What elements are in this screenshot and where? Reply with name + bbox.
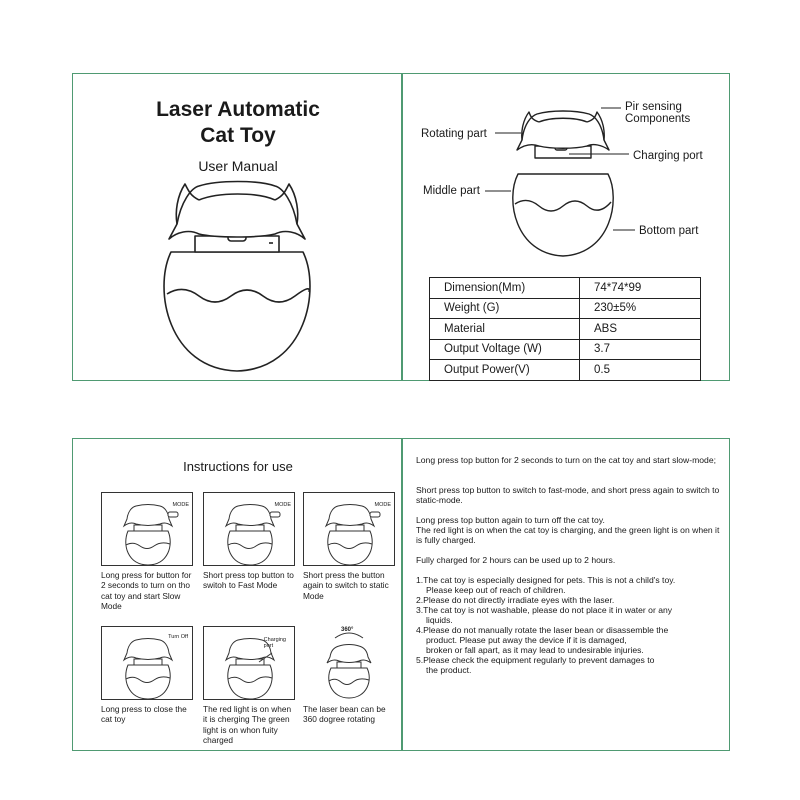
note-item: 1.The cat toy is especially designed for pets. This is not a child's toy. — [416, 575, 676, 585]
label-middle-part: Middle part — [423, 185, 480, 197]
step-2-caption: Short press top button to switoh to Fast Mode — [203, 570, 294, 591]
step-5 — [203, 626, 295, 745]
note-item: 3.The cat toy is not washable, please do not place it in water or any — [416, 605, 673, 615]
detail-para-3 — [416, 515, 726, 545]
spec-value: 74*74*99 — [580, 278, 701, 299]
spec-label: Output Power(V) — [430, 360, 580, 381]
cover-title-line2: Cat Toy — [200, 124, 276, 147]
note-item: the product. — [426, 665, 472, 675]
charging-tag — [264, 637, 286, 649]
step-5-caption: The red light is on when it is cherging The green light is on whon fuity charged — [203, 704, 292, 745]
cover-subtitle: User Manual — [198, 158, 278, 174]
label-charging-port: Charging port — [633, 150, 703, 162]
mode-tag: MODE — [274, 502, 291, 508]
instructions-title: Instructions for use — [183, 459, 293, 474]
charging-tag-line2: port — [263, 643, 274, 649]
spec-label: Weight (G) — [430, 298, 580, 319]
spec-label: Output Voltage (W) — [430, 339, 580, 360]
spec-table — [429, 277, 701, 381]
spec-row — [430, 298, 701, 319]
step-2-illustration — [203, 492, 295, 566]
spec-value: 3.7 — [580, 339, 701, 360]
spec-row — [430, 339, 701, 360]
label-pir: Pir sensing — [625, 101, 682, 113]
charging-tag-line1: Charging — [263, 637, 286, 643]
note-item: 2.Please do not directly irradiate eyes with the laser. — [416, 595, 615, 605]
cat-toy-illustration — [73, 74, 403, 382]
step-3-illustration — [303, 492, 395, 566]
step-1 — [101, 492, 193, 611]
parts-panel — [402, 73, 730, 381]
detail-text: Long press top button for 2 seconds to turn on the cat toy and start slow-mode; — [416, 455, 717, 465]
note-item: liquids. — [426, 615, 453, 625]
label-rotating-part: Rotating part — [421, 128, 487, 140]
step-6-caption: The laser bean can be 360 dogree rotating — [303, 704, 386, 725]
label-pir-components: Components — [625, 113, 691, 125]
note-item: 5.Please check the equipment regularly to prevent damages to — [416, 655, 655, 665]
step-4 — [101, 626, 193, 725]
step-3 — [303, 492, 395, 601]
detail-para-1 — [416, 455, 726, 465]
step-1-caption: Long press for button for 2 seconds to turn on tho cat toy and start Slow Mode — [101, 570, 192, 611]
step-6-illustration — [303, 626, 395, 700]
spec-row — [430, 360, 701, 381]
note-item: 4.Please do not manually rotate the laser bean or disassemble the — [416, 625, 669, 635]
instructions-panel — [72, 438, 402, 751]
spec-label: Dimension(Mm) — [430, 278, 580, 299]
cover-title-line1: Laser Automatic — [156, 98, 320, 121]
cover-panel — [72, 73, 402, 381]
detail-text: The red light is on when the cat toy is charging, and the green light is on when it is fully charged. — [416, 525, 720, 545]
mode-tag: MODE — [374, 502, 391, 508]
step-6 — [303, 626, 395, 725]
spec-value: 230±5% — [580, 298, 701, 319]
step-4-caption: Long press to close the cat toy — [101, 704, 187, 725]
details-panel — [402, 438, 730, 751]
detail-para-2 — [416, 485, 726, 505]
notes-list — [416, 575, 726, 675]
detail-text: Fully charged for 2 hours can be used up to 2 hours. — [416, 555, 616, 565]
step-3-caption: Short press the button again to switch to static Mode — [303, 570, 389, 601]
detail-text: Long press top button again to turn off the cat toy. — [416, 515, 605, 525]
rotate-tag: 360° — [341, 627, 354, 633]
label-bottom-part: Bottom part — [639, 225, 699, 237]
spec-row — [430, 278, 701, 299]
note-item: Please keep out of reach of children. — [426, 585, 566, 595]
mode-tag: MODE — [172, 502, 189, 508]
detail-text: Short press top button to switch to fast-mode, and short press again to switch to static-mode. — [416, 485, 720, 505]
note-item: broken or fall apart, as it may lead to undesirable injuries. — [426, 645, 644, 655]
spec-value: 0.5 — [580, 360, 701, 381]
note-item: product. Please put away the device if it is damaged, — [426, 635, 627, 645]
spec-label: Material — [430, 319, 580, 340]
step-5-illustration — [203, 626, 295, 700]
step-4-illustration — [101, 626, 193, 700]
step-2 — [203, 492, 295, 591]
turn-off-tag: Turn Off — [168, 634, 188, 640]
spec-value: ABS — [580, 319, 701, 340]
spec-row — [430, 319, 701, 340]
detail-para-4 — [416, 555, 726, 565]
step-1-illustration — [101, 492, 193, 566]
